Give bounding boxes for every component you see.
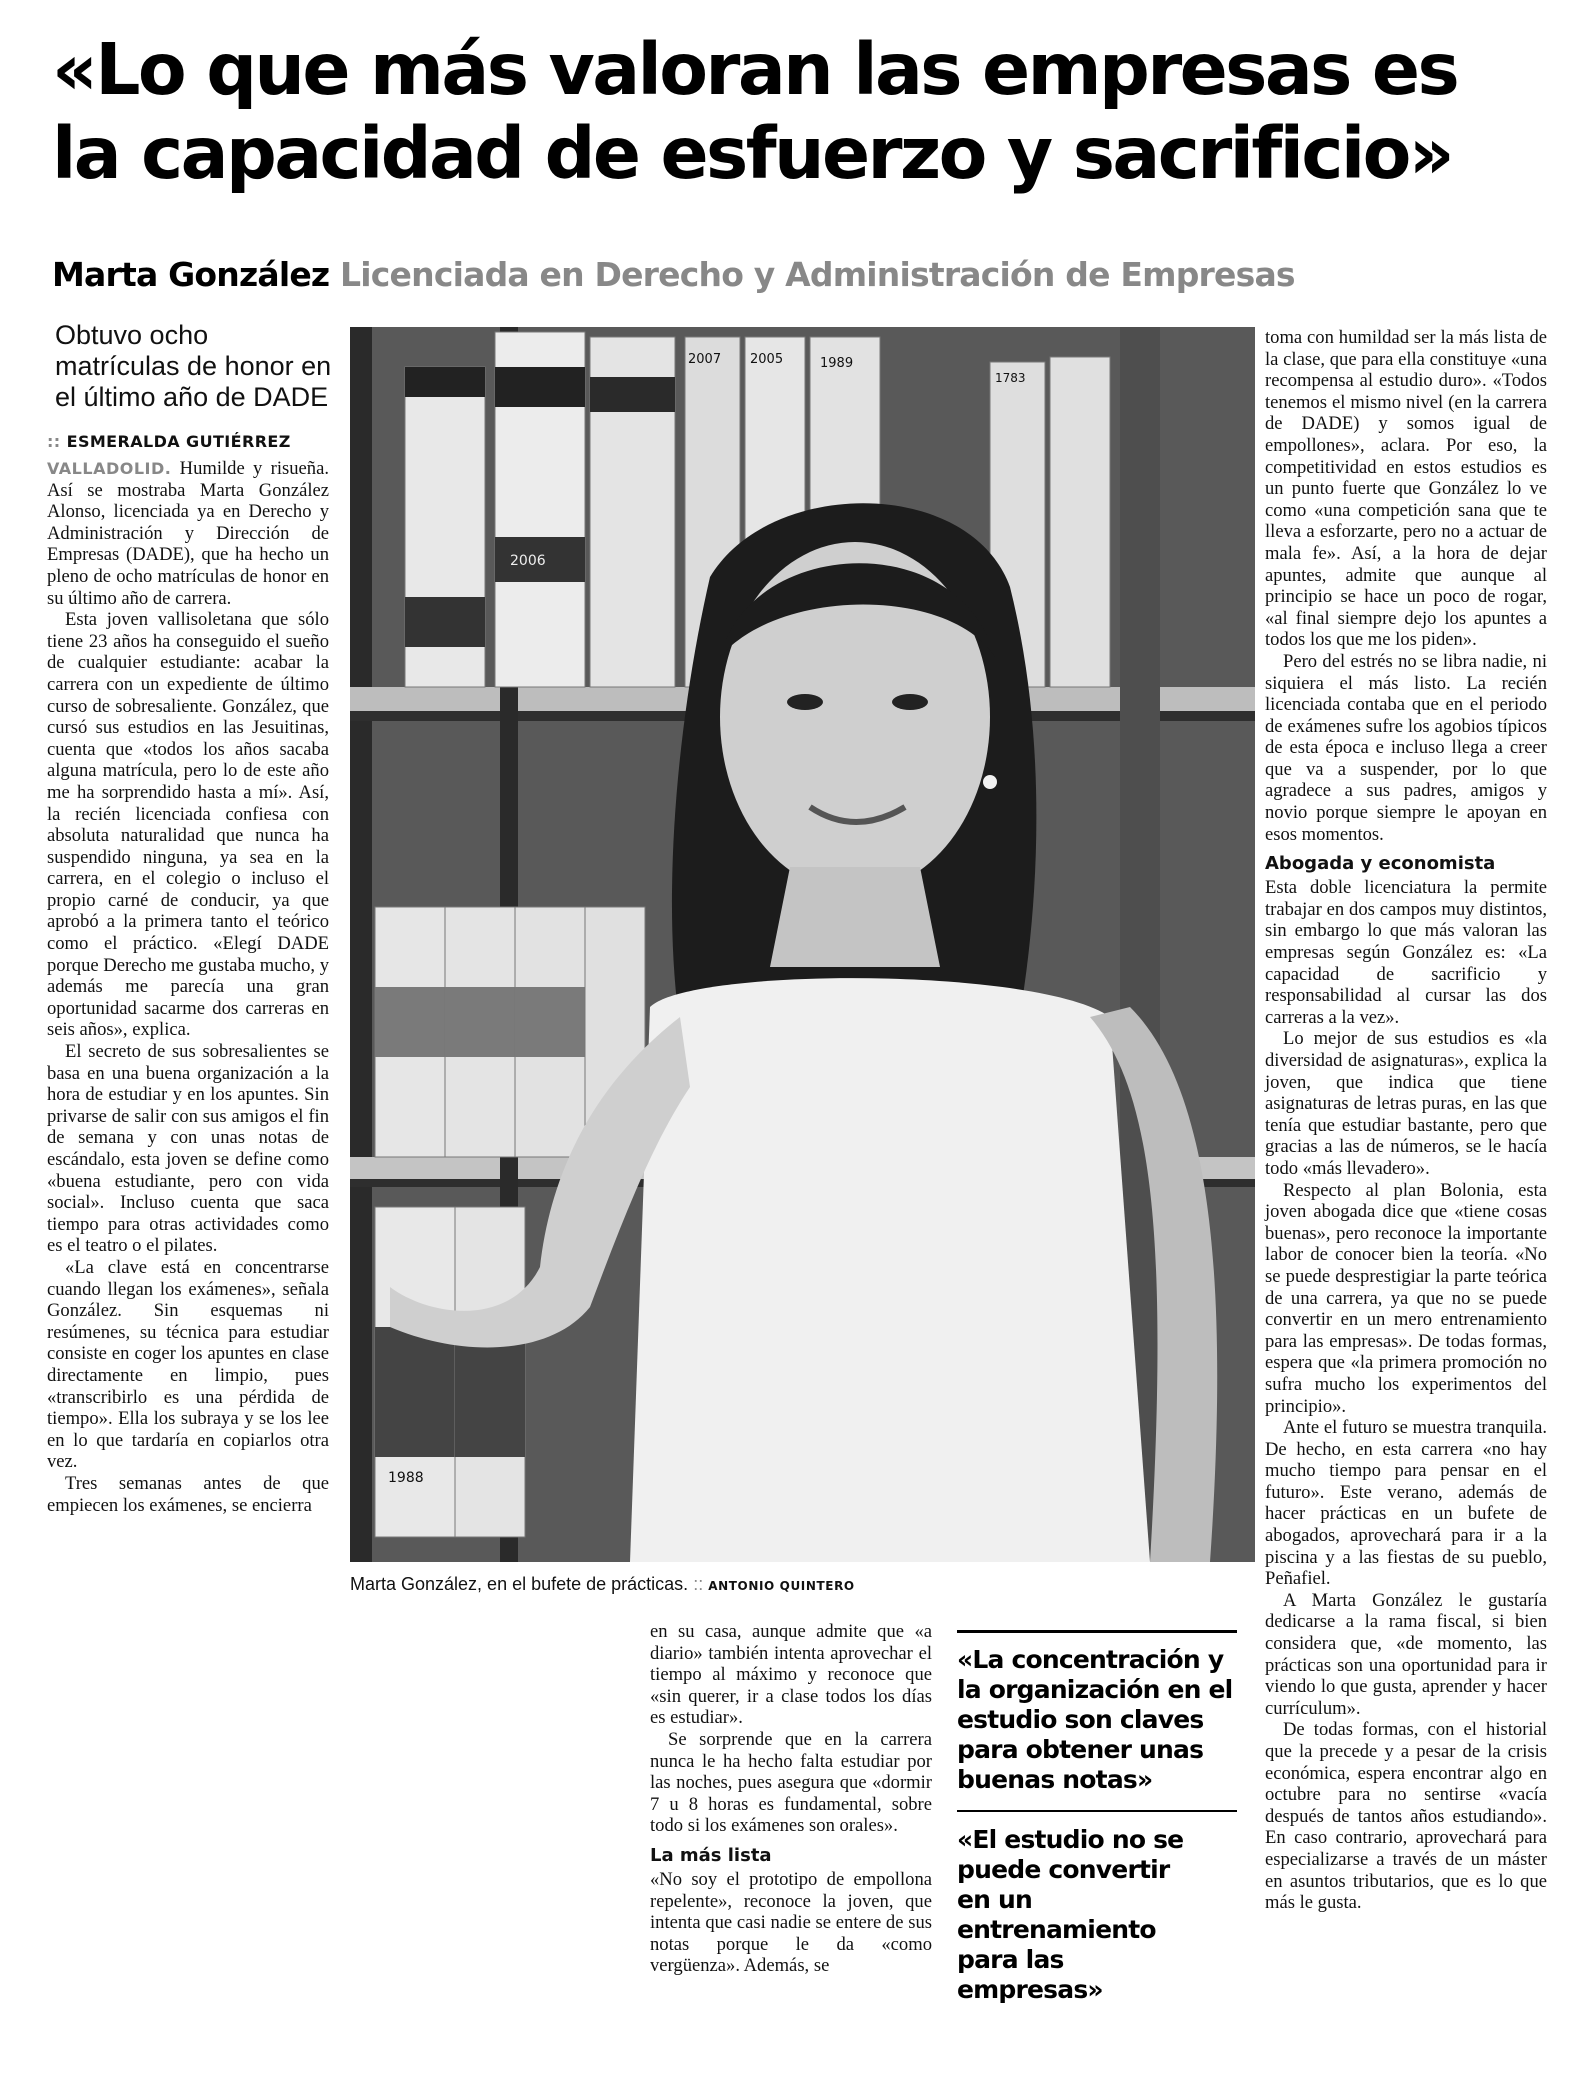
byline-name: Marta González [52,255,330,294]
caption-text: Marta González, en el bufete de prácticas. [350,1574,689,1594]
article-paragraph: Lo mejor de sus estudios es «la diversidad de asignaturas», explica la joven, que indica que tiene asignaturas de letras puras, en las que tenía que estudiar bastante, pero que gracias a las de números, se le hacía todo «más llevadero». [1265,1028,1547,1179]
quote-rule [957,1630,1237,1633]
headline-line-1: «Lo que más valoran las empresas es [52,28,1458,111]
author-credit [47,432,291,451]
byline [52,255,1352,295]
headline [52,28,1552,196]
photo-credit: ANTONIO QUINTERO [708,1579,855,1593]
article-paragraph: toma con humildad ser la más lista de la clase, que para ella constituye «una recompensa al estudio duro». «Todos tenemos el mismo nivel (en la carrera de DADE) y somos igual de empollones», aclara. Por eso, la competitividad en estos estudios es un punto fuerte que González lo ve como «una competición sana que te lleva a esforzarte, pero no a actuar de mala fe». Así, a la hora de dejar apuntes, admite que aunque al principio se hace un poco de rogar, «al final siempre dejo los apuntes a todos los que me los piden». [1265,327,1547,651]
book-label: 1783 [995,371,1026,385]
article-column-3 [1265,327,1547,1914]
dateline: VALLADOLID. [47,459,172,478]
article-paragraph: El secreto de sus sobresalientes se basa en una buena organización a la hora de estudiar y en los apuntes. Sin privarse de salir con sus amigos el fin de semana y con unas notas de escándalo, esta joven se define como «buena estudiante, pero con vida social». Incluso cuenta que saca tiempo para otras actividades como es el teatro o el pilates. [47,1041,329,1257]
article-paragraph: Esta doble licenciatura la permite trabajar en dos campos muy distintos, sin embargo lo que más valoran las empresas según González es: «La capacidad de sacrificio y responsabilidad al cursar las dos carreras a la vez». [1265,877,1547,1028]
pull-quote-1: «La concentración y la organización en el estudio son claves para obtener unas buenas notas» [957,1645,1233,1794]
article-paragraph: «La clave está en concentrarse cuando llegan los exámenes», señala González. Sin esquemas ni resúmenes, su técnica para estudiar consiste en coger los apuntes en clase directamente en limpio, pues «transcribirlo es una pérdida de tiempo». Ella los subraya y se los lee en lo que tardaría en copiarlos otra vez. [47,1256,329,1473]
photo [350,327,1255,1562]
credit-marker: :: [693,1574,704,1594]
book-label: 1988 [388,1470,424,1486]
article-paragraph: A Marta González le gustaría dedicarse a la rama fiscal, si bien considera que, «de momento, las prácticas son una oportunidad para ir viendo lo que gusta, aprender y hacer currículum». [1265,1589,1547,1719]
book-label: 1989 [820,356,854,371]
photo-illustration [350,327,1255,1562]
article-paragraph: Tres semanas antes de que empiecen los exámenes, se encierra [47,1472,329,1516]
article-paragraph: Pero del estrés no se libra nadie, ni siquiera el más listo. La recién licenciada contaba que en el periodo de exámenes sufre los agobios típicos de esta época e incluso llega a creer que va a suspender, por lo que agradece a sus padres, amigos y novio porque siempre le apoyan en esos momentos. [1265,650,1547,845]
article-paragraph: Se sorprende que en la carrera nunca le ha hecho falta estudiar por las noches, pues asegura que «dormir 7 u 8 horas es fundamental, sobre todo si los exámenes son orales». [650,1728,932,1837]
article-paragraph: Esta joven vallisoletana que sólo tiene 23 años ha conseguido el sueño de cualquier estudiante: acabar la carrera con un expediente de último curso de sobresaliente. González, que cursó sus estudios en las Jesuitinas, cuenta que «todos los años sacaba alguna matrícula, pero lo de este año me ha sorprendido hasta a mí». Así, la recién licenciada confiesa con absoluta naturalidad que nunca ha suspendido ninguna, ya sea en la carrera, en el colegio o incluso el propio carné de conducir, ya que aprobó a la primera tanto el teórico como el práctico. «Elegí DADE porque Derecho me gustaba mucho, y además me parecía una gran oportunidad sacarme dos carreras en seis años», explica. [47,609,329,1041]
book-label: 2005 [750,352,784,367]
article-paragraph: De todas formas, con el historial que la precede y a pesar de la crisis económica, espera encontrar algo en octubre para no sentirse «vacía después de tantos años estudiando». En caso contrario, aprovechará para especializarse a través de un máster en asuntos tributarios, que es lo que más le gusta. [1265,1719,1547,1914]
book-label: 2007 [688,352,722,367]
subhead-la-mas-lista: La más lista [650,1844,772,1866]
article-column-2 [650,1621,932,1977]
author-name: ESMERALDA GUTIÉRREZ [66,432,291,451]
earring [983,775,997,789]
headline-line-2: la capacidad de esfuerzo y sacrificio» [52,112,1453,195]
article-paragraph: VALLADOLID. Humilde y risueña. Así se mostraba Marta González Alonso, licenciada ya en Derecho y Administración y Dirección de Empresas (DADE), que ha hecho un pleno de ocho matrículas de honor en su último año de carrera. [47,458,329,609]
article-paragraph: Ante el futuro se muestra tranquila. De hecho, en esta carrera «no hay mucho tiempo para pensar en el futuro». Este verano, además de hacer prácticas en un bufete de abogados, aprovechará para ir a la piscina y a las fiestas de su pueblo, Peñafiel. [1265,1417,1547,1590]
book-label: 2006 [510,553,546,569]
author-marker: :: [47,432,61,451]
photo-caption [350,1574,1255,1595]
article-column-1 [47,458,329,1516]
byline-title: Licenciada en Derecho y Administración de Empresas [340,255,1295,294]
lead-summary: Obtuvo ocho matrículas de honor en el último año de DADE [55,320,332,412]
subhead-abogada-y-economista: Abogada y economista [1265,853,1496,875]
article-paragraph: «No soy el prototipo de empollona repelente», reconoce la joven, que intenta que casi nadie se entere de sus notas porque le da «como vergüenza». Además, se [650,1868,932,1977]
pull-quote-2: «El estudio no se puede convertir en un entrenamiento para las empresas» [957,1825,1184,2004]
article-paragraph: en su casa, aunque admite que «a diario» también intenta aprovechar el tiempo al máximo y reconoce que «sin querer, ir a clase todos los días es estudiar». [650,1621,932,1729]
article-paragraph: Respecto al plan Bolonia, esta joven abogada dice que «tiene cosas buenas», pero reconoce la importante labor de conocer bien la teoría. «No se puede desprestigiar la parte teórica de una carrera, ya que no se puede convertir en un mero entrenamiento para las empresas». De todas formas, espera que «la primera promoción no sufra mucho los experimentos del principio». [1265,1179,1547,1417]
quote-rule [957,1810,1237,1812]
